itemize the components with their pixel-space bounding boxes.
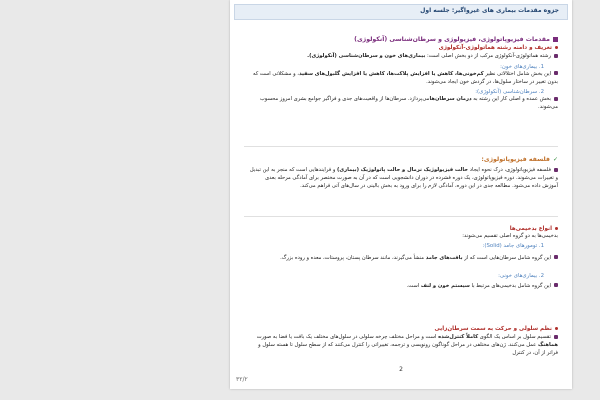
numbered-heading: 2. سرطان‌شناسی (آنکولوژی): [475,89,544,96]
paragraph: این گروه شامل سرطان‌هایی است که از بافت‌های جامد منشأ می‌گیرند، مانند سرطان پستان، پروستات، معده و روده بزرگ. [248,255,558,263]
paragraph: بخش عمده و اصلی کار این رشته به درمان سرطان‌هامی‌پردازد. سرطان‌ها از واقعیت‌های جدی و فراگیر جوامع بشری امروز محسوب می‌شوند. [259,96,558,111]
paragraph: بدخیمی‌ها به دو گروه اصلی تقسیم می‌شوند: [462,233,558,239]
subsection-title: تعریف و دامنه رشته هماتولوژی-آنکولوژی [248,45,558,51]
page-number: 2 [399,366,403,373]
page-header [234,4,568,20]
section-title: مقدمات فیزیوپاتولوژی، فیزیولوژی و سرطان‌شناسی (آنکولوژی) [248,36,558,43]
paragraph: رشته هماتولوژی-آنکولوژی مرکب از دو بخش اصلی است: بیماری‌های خون و سرطان‌شناسی (آنکولوژی). [248,53,558,61]
note-icon [554,97,558,101]
section-philosophy [248,156,558,190]
section-title: نظم سلولی و حرکت به سمت سرطان‌زایی [248,326,558,332]
numbered-heading: 1. بیماری‌های خون: [500,63,544,70]
bullet-dot-icon [555,327,558,330]
paragraph: این گروه شامل بدخیمی‌های مرتبط با سیستم خون و لنف است. [248,283,558,291]
bullet-dot-icon [555,46,558,49]
bullet-dot-icon [555,227,558,230]
section-title: انواع بدخیمی‌ها [248,226,558,232]
footer-note: ۳۲/۲ [236,376,248,383]
note-icon [554,335,558,339]
numbered-heading: 2. بیماری‌های خونی: [498,272,544,279]
section-title: ✓فلسفه فیزیوپاتولوژی: [481,156,558,163]
note-icon [554,71,558,75]
divider [244,216,558,217]
paragraph: فلسفه فیزیوپاتولوژی، درک نحوه ایجاد حالت فیزیولوژیک نرمال و حالت پاتولوژیک (بیماری) و فرایندهایی است که منجر به این تبدیل و تغییرات می‌شوند. دوره فیزیوپاتولوژی، یک دوره فشرده در دوران دانشجویی است که در آن به صورت مختصر برای آمادگی مرحله بعدی آموزش داده می‌شود. مطالعه جدی در این دوره، آمادگی لازم را برای ورود به بخش بالینی در سال‌های آتی فراهم می‌کند. [249,167,558,189]
note-icon [554,255,558,259]
note-icon [554,54,558,58]
section-intro [248,36,558,112]
numbered-heading: 1. تومورهای جامد (Solid): [482,242,544,249]
document-page [230,0,572,389]
note-icon [554,283,558,287]
note-icon [554,168,558,172]
section-malignancy-types [248,226,558,290]
header-title: جزوه مقدمات بیماری های غیرواگیر: جلسه اول [420,7,559,14]
section-cell-order [248,326,558,357]
paragraph: تقسیم سلول بر اساس یک الگوی کاملاً کنترل‌شده است و مراحل مختلف چرخه سلولی در سلول‌های مختلف یک بافت یا فضا به صورت هماهنگ عمل می‌کنند. ژن‌های مختلفی در مراحل گوناگون رونویسی و ترجمه، تغییراتی را کنترل می‌کنند که از سطح سلول تا هسته سلول و فراتر از آن، در کنترل [256,334,558,356]
paragraph: این بخش شامل اختلالاتی نظیر کم‌خونی‌ها، کاهش یا افزایش پلاکت‌ها، کاهش یا افزایش گلبول‌های سفید، و مشکلاتی است که بدون تغییر در ساختار سلول‌ها، در گردش خون ایجاد می‌شوند. [252,70,558,85]
bullet-square-icon [553,37,558,42]
divider [244,146,558,147]
check-icon: ✓ [552,156,558,163]
